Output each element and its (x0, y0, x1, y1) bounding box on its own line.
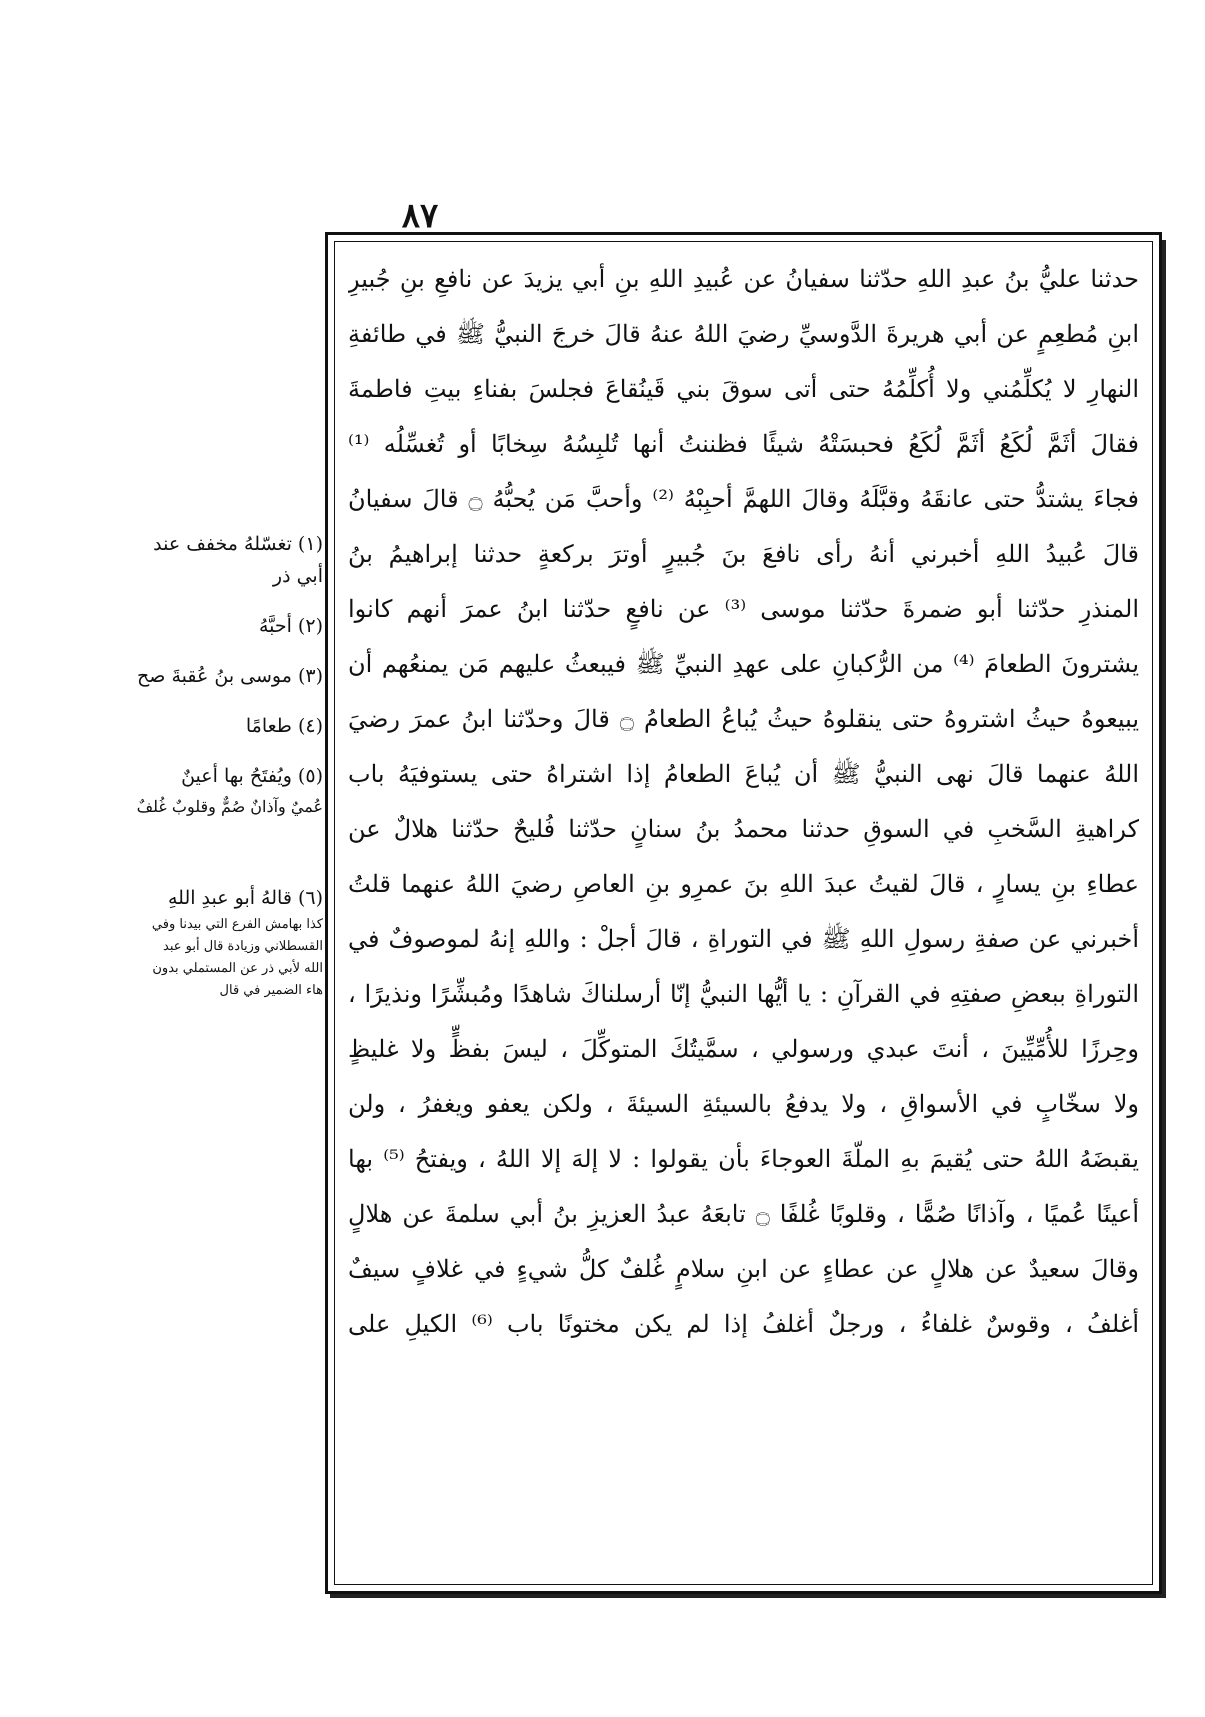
frame-shadow (330, 1594, 1166, 1598)
main-text-block (348, 252, 1139, 1572)
text-line: فقالَ أثَمَّ لُكَعُ أثَمَّ لُكَعُ فحبسَتْهُ شيئًا فظننتُ أنها تُلبِسُهُ سِخابًا أو تُغسِّلُه ⁽¹⁾ (348, 430, 1139, 458)
text-line: أعينًا عُميًا ، وآذانًا صُمًّا ، وقلوبًا غُلفًا ۝ تابعَهُ عبدُ العزيزِ بنُ أبي سلمةَ عن هلالٍ (348, 1200, 1139, 1228)
text-line: ولا سخّابٍ في الأسواقِ ، ولا يدفعُ بالسيئةِ السيئةَ ، ولكن يعفو ويغفرُ ، ولن (348, 1090, 1139, 1118)
text-line: فجاءَ يشتدُّ حتى عانقَهُ وقبَّلَهُ وقالَ اللهمَّ أحبِبْهُ ⁽²⁾ وأحبَّ مَن يُحبُّهُ ۝ قالَ سفيانُ (348, 485, 1139, 513)
note-spacer (148, 692, 323, 710)
margin-note (148, 610, 323, 642)
text-line: اللهُ عنهما قالَ نهى النبيُّ ﷺ أن يُباعَ الطعامُ إذا اشتراهُ حتى يستوفيَهُ باب (348, 760, 1139, 788)
text-line: عطاءِ بنِ يسارٍ ، قالَ لقيتُ عبدَ اللهِ بنَ عمرِو بنِ العاصِ رضيَ اللهُ عنهما قلتُ (348, 870, 1139, 898)
margin-note-text: (١) تغسّلهُ مخفف عند (153, 533, 323, 555)
margin-note (136, 760, 323, 822)
text-line: المنذرِ حدّثنا أبو ضمرةَ حدّثنا موسى ⁽³⁾ عن نافعٍ حدّثنا ابنُ عمرَ أنهم كانوا (348, 595, 1139, 623)
note-spacer (148, 642, 323, 660)
text-line: يشترونَ الطعامَ ⁽⁴⁾ من الرُّكبانِ على عهدِ النبيِّ ﷺ فيبعثُ عليهم مَن يمنعُهم أن (348, 650, 1139, 678)
text-line: يقبضَهُ اللهُ حتى يُقيمَ بهِ الملّةَ العوجاءَ بأن يقولوا : لا إلهَ إلا اللهُ ، ويفتحُ ⁽⁵⁾ بها (348, 1145, 1139, 1173)
text-line: قالَ عُبيدُ اللهِ أخبرني أنهُ رأى نافعَ بنَ جُبيرٍ أوترَ بركعةٍ حدثنا إبراهيمُ بنُ (348, 540, 1139, 568)
page-number: ٨٧ (401, 196, 439, 236)
margin-note-text: (٥) ويُفتَحُ بها أعينٌ (181, 765, 323, 787)
margin-notes (136, 528, 323, 1002)
frame-shadow (1162, 240, 1166, 1598)
margin-note-text: (٢) أحبَّهُ (258, 615, 323, 637)
text-line: أغلفُ ، وقوسٌ غلفاءُ ، ورجلٌ أغلفُ إذا لم يكن مختونًا باب ⁽⁶⁾ الكيلِ على (348, 1310, 1139, 1338)
margin-note (137, 660, 323, 692)
margin-note-extra: كذا بهامش الفرع التي بيدنا وفي القسطلاني وزيادة قال أبو عبد الله لأبي ذر عن المستملي بدون هاء الضمير في قال (151, 917, 323, 998)
text-line: يبيعوهُ حيثُ اشتروهُ حتى ينقلوهُ حيثُ يُباعُ الطعامُ ۝ قالَ وحدّثنا ابنُ عمرَ رضيَ (348, 705, 1139, 733)
margin-note-extra: أبي ذر (272, 565, 323, 587)
text-line: وحِرزًا للأُمِّيِّينَ ، أنتَ عبدي ورسولي ، سمَّيتُكَ المتوكِّلَ ، ليسَ بفظٍّ ولا غليظٍ (348, 1035, 1139, 1063)
margin-note-text: (٣) موسى بنُ عُقبةَ صح (137, 665, 323, 687)
text-line: حدثنا عليُّ بنُ عبدِ اللهِ حدّثنا سفيانُ عن عُبيدِ اللهِ بنِ أبي يزيدَ عن نافعِ بنِ جُبيرِ (348, 265, 1139, 293)
text-line: كراهيةِ السَّخبِ في السوقِ حدثنا محمدُ بنُ سنانٍ حدّثنا فُليحٌ حدّثنا هلالٌ عن (348, 815, 1139, 843)
margin-note-text: (٦) قالهُ أبو عبدِ اللهِ (167, 887, 323, 909)
margin-note (148, 710, 323, 742)
margin-note (148, 528, 323, 592)
text-line: النهارِ لا يُكلِّمُني ولا أُكلِّمُهُ حتى أتى سوقَ بني قَينُقاعَ فجلسَ بفناءِ بيتِ فاطمةَ (348, 375, 1139, 403)
margin-note-text: (٤) طعامًا (245, 715, 323, 737)
text-line: التوراةِ ببعضِ صفتِهِ في القرآنِ : يا أيُّها النبيُّ إنّا أرسلناكَ شاهدًا ومُبشِّرًا ونذيرًا ، (348, 980, 1139, 1008)
text-line: ابنِ مُطعِمٍ عن أبي هريرةَ الدَّوسيِّ رضيَ اللهُ عنهُ قالَ خرجَ النبيُّ ﷺ في طائفةِ (348, 320, 1139, 348)
note-spacer (148, 822, 323, 882)
text-line: وقالَ سعيدٌ عن هلالٍ عن عطاءٍ عن ابنِ سلامٍ غُلفٌ كلُّ شيءٍ في غلافٍ سيفٌ (348, 1255, 1139, 1283)
note-spacer (148, 742, 323, 760)
margin-note-extra: عُميٌ وآذانٌ صُمٌّ وقلوبٌ غُلفٌ (136, 797, 323, 816)
note-spacer (148, 592, 323, 610)
margin-note (148, 882, 323, 1002)
text-line: أخبرني عن صفةِ رسولِ اللهِ ﷺ في التوراةِ ، قالَ أجلْ : واللهِ إنهُ لموصوفٌ في (348, 925, 1139, 953)
